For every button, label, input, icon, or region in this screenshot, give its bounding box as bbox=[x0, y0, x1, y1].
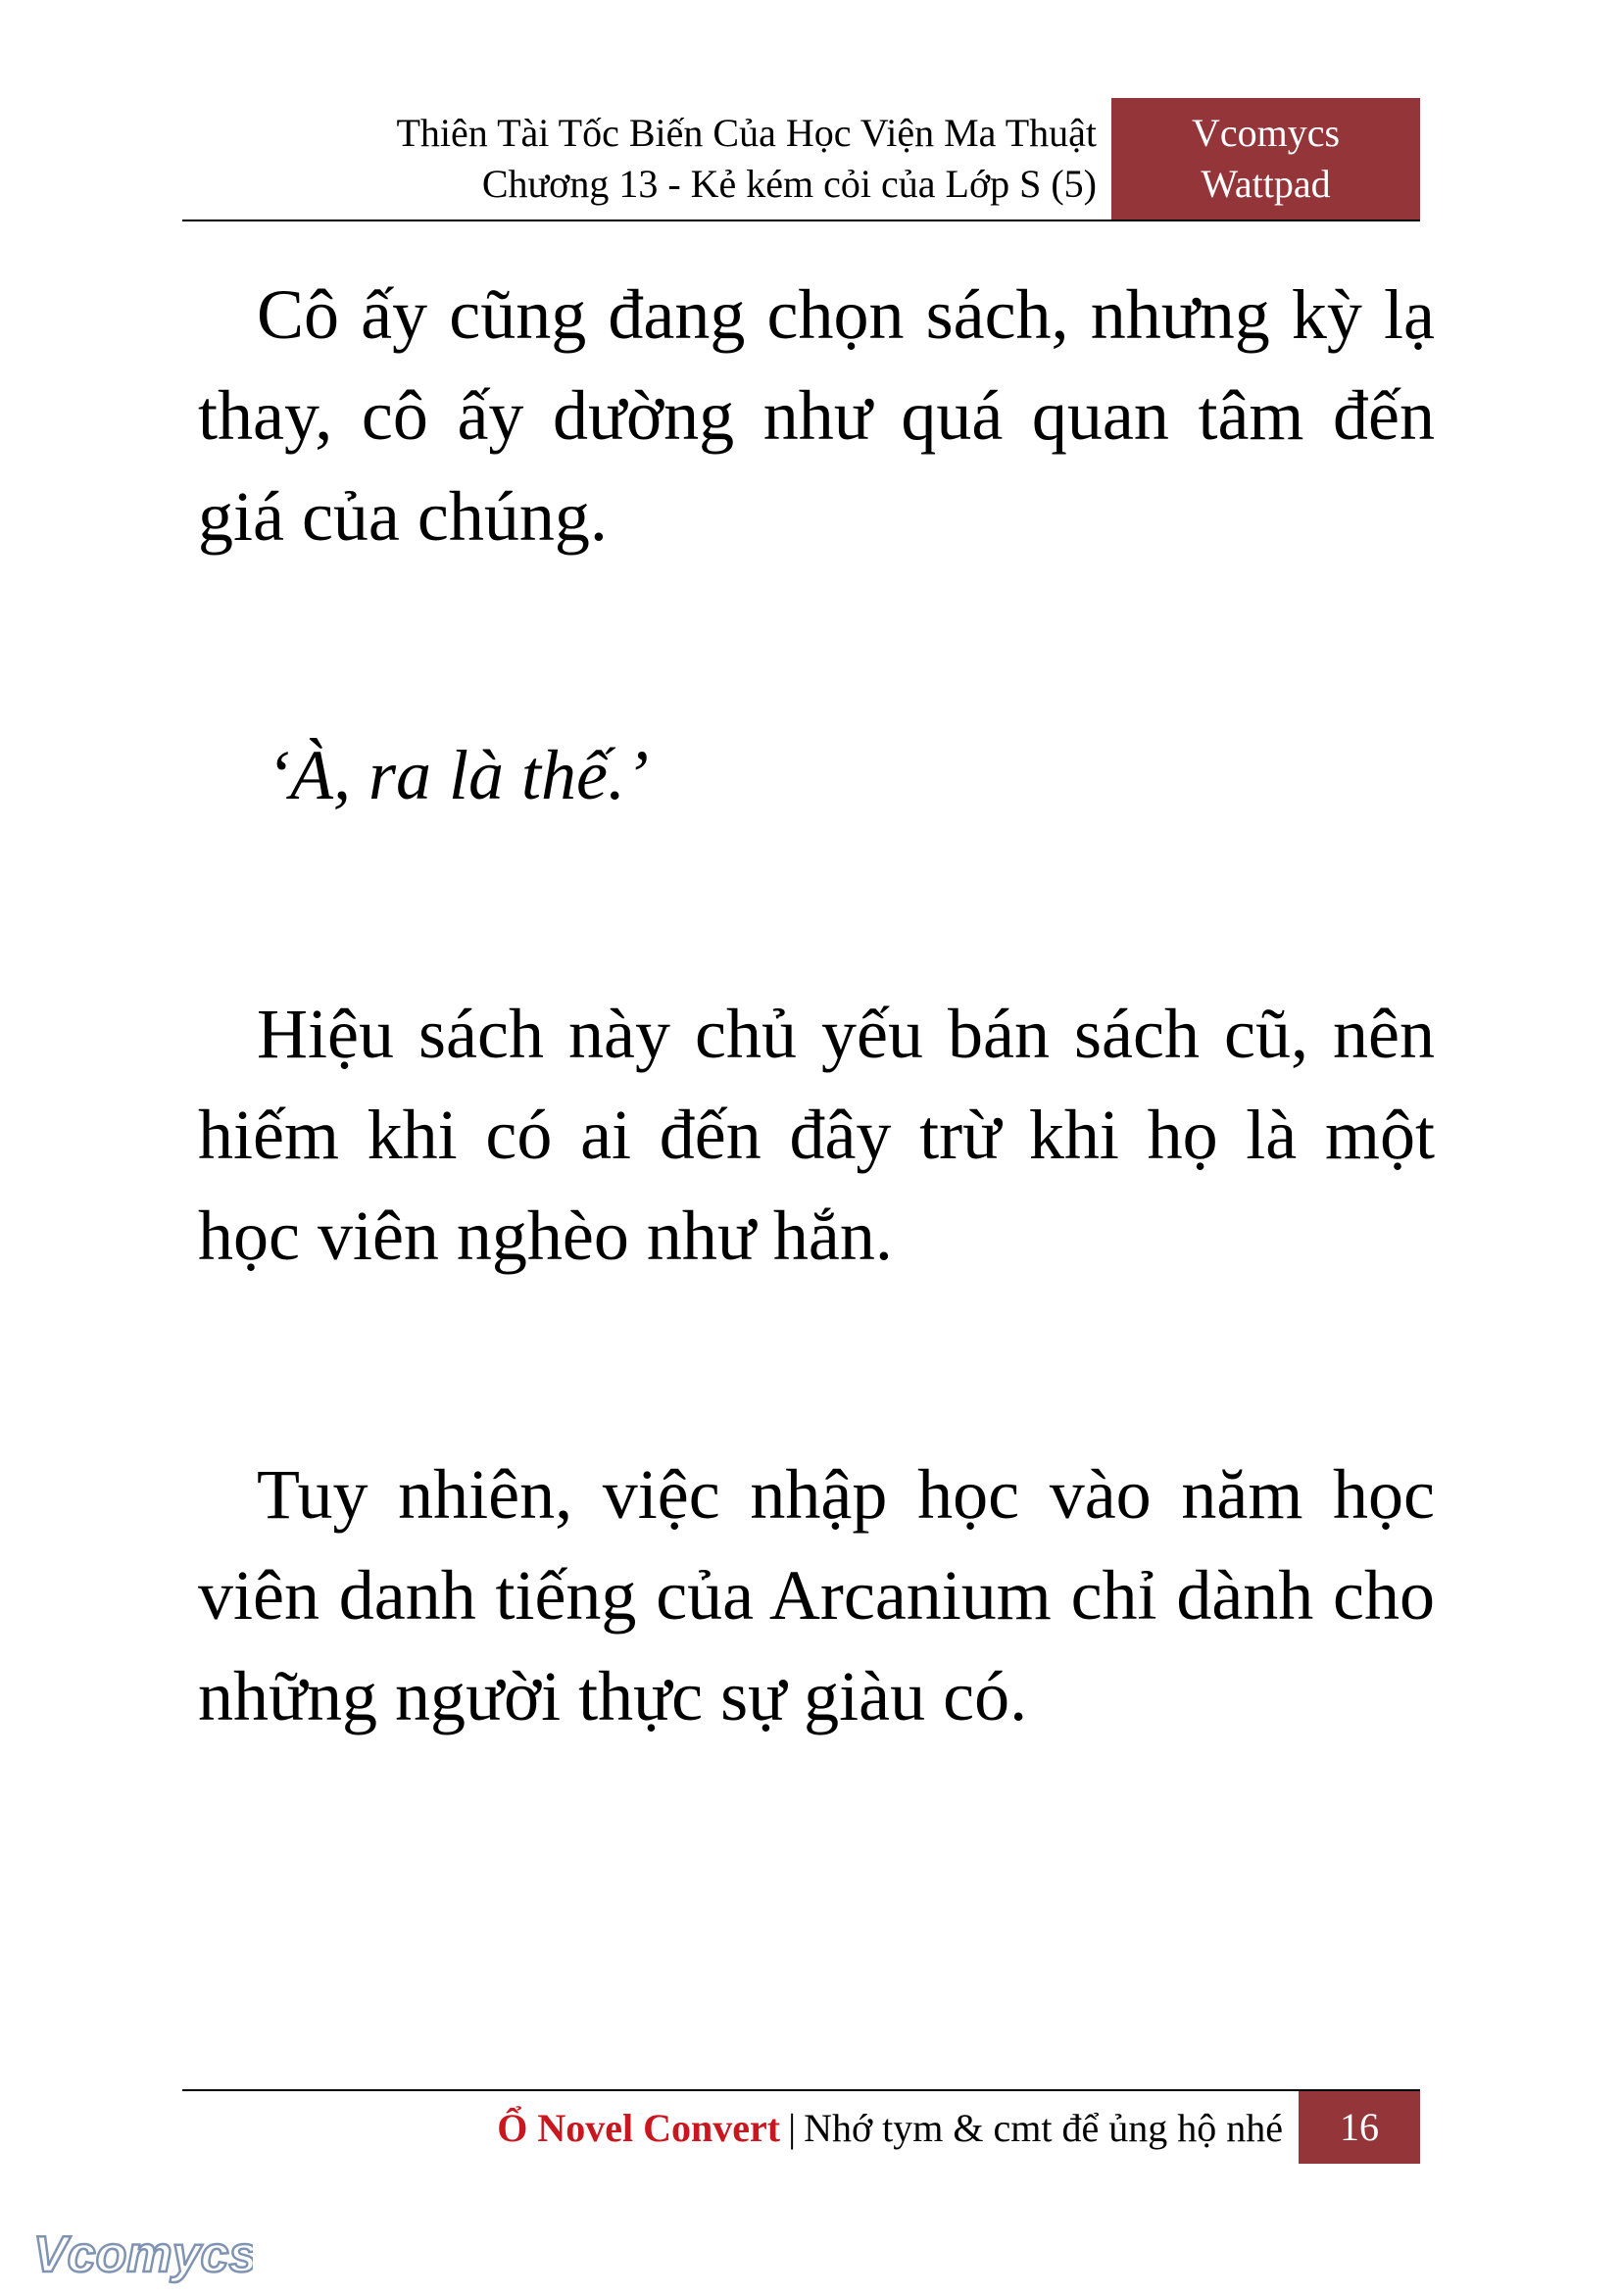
paragraph: Hiệu sách này chủ yếu bán sách cũ, nên hiếm khi có ai đến đây trừ khi họ là một học viên nghèo như hắn. bbox=[198, 995, 1435, 1275]
paragraph-spacer bbox=[198, 826, 1435, 984]
site-name: Vcomycs bbox=[1191, 111, 1341, 155]
site-badge bbox=[1111, 98, 1420, 220]
site-platform: Wattpad bbox=[1201, 162, 1331, 206]
header-titles bbox=[397, 108, 1098, 210]
page-header bbox=[182, 98, 1420, 221]
chapter-title: Chương 13 - Kẻ kém cỏi của Lớp S (5) bbox=[481, 162, 1097, 206]
book-title: Thiên Tài Tốc Biến Của Học Viện Ma Thuật bbox=[396, 111, 1097, 155]
footer-message: Nhớ tym & cmt để ủng hộ nhé bbox=[804, 2106, 1283, 2150]
footer-brand: Ổ Novel Convert bbox=[497, 2106, 781, 2150]
paragraph: Tuy nhiên, việc nhập học vào năm học viên danh tiếng của Arcanium chỉ dành cho những người thực sự giàu có. bbox=[198, 1455, 1435, 1735]
footer-separator: | bbox=[788, 2106, 797, 2150]
paragraph-spacer bbox=[198, 1287, 1435, 1444]
watermark-text: Vcomycs bbox=[33, 2226, 253, 2283]
paragraph-spacer bbox=[198, 567, 1435, 725]
chapter-body bbox=[198, 265, 1435, 1747]
vcomycs-logo-graphic bbox=[27, 2223, 253, 2291]
vcomycs-logo bbox=[27, 2223, 253, 2291]
paragraph-thought: ‘À, ra là thế.’ bbox=[267, 736, 649, 814]
paragraph: Cô ấy cũng đang chọn sách, nhưng kỳ lạ thay, cô ấy dường như quá quan tâm đến giá của chúng. bbox=[198, 275, 1435, 556]
page-footer bbox=[182, 2089, 1420, 2166]
page-number: 16 bbox=[1299, 2091, 1420, 2164]
footer-text bbox=[497, 2099, 1283, 2158]
